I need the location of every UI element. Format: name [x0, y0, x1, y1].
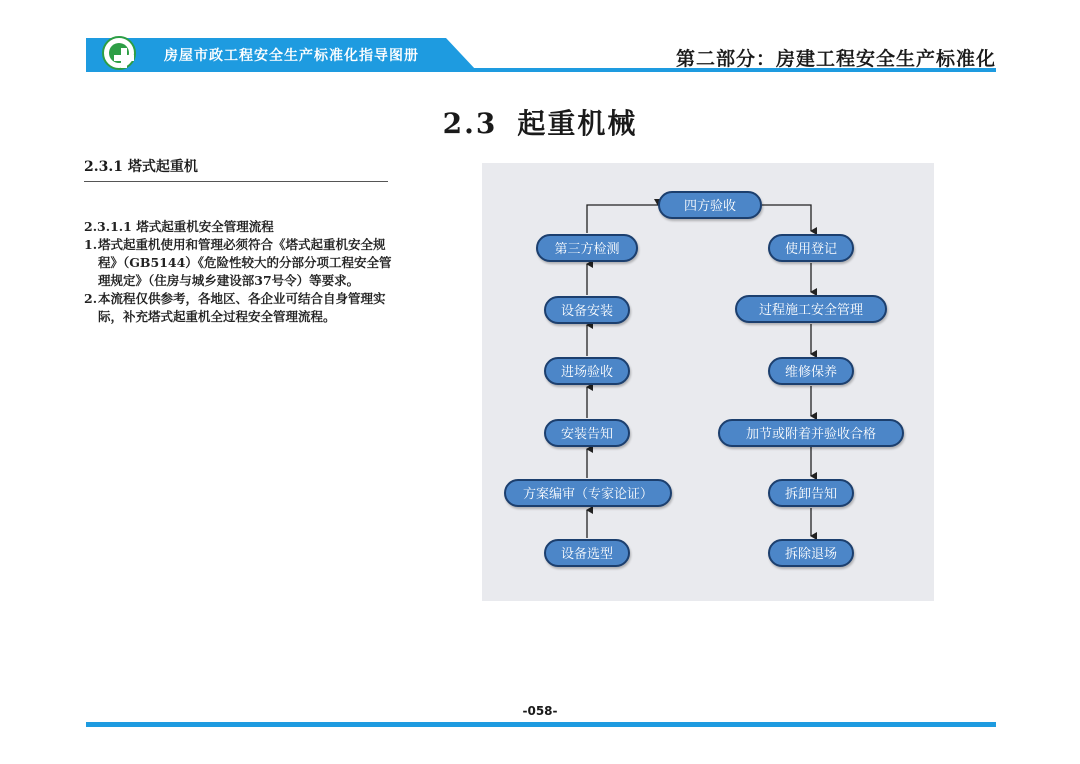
flow-node-removal-exit: 拆除退场 [768, 539, 854, 567]
page-number: -058- [522, 704, 558, 718]
flow-node-third-party-inspection: 第三方检测 [536, 234, 638, 262]
arrow-left-to-top [587, 205, 658, 233]
list-item-text: 本流程仅供参考，各地区、各企业可结合自身管理实际，补充塔式起重机全过程安全管理流程。 [98, 291, 386, 324]
arrow-top-to-right [762, 205, 811, 231]
flow-node-process-safety-management: 过程施工安全管理 [735, 295, 887, 323]
flow-node-installation-notice: 安装告知 [544, 419, 630, 447]
subsection-heading: 2.3.1 塔式起重机 [84, 159, 198, 175]
list-item-text: 塔式起重机使用和管理必须符合《塔式起重机安全规程》（GB5144）《危险性较大的分部分项工程安全管理规定》（住房与城乡建设部37号令）等要求。 [98, 237, 392, 288]
section-number: 2.3 [442, 107, 498, 140]
list-item-index: 2. [84, 291, 98, 306]
flow-node-four-party-acceptance: 四方验收 [658, 191, 762, 219]
flow-node-site-entry-acceptance: 进场验收 [544, 357, 630, 385]
section-name: 起重机械 [517, 107, 638, 140]
footer-rule [86, 722, 996, 727]
flow-node-maintenance: 维修保养 [768, 357, 854, 385]
flow-node-climbing-tie-in-acceptance: 加节或附着并验收合格 [718, 419, 904, 447]
flow-node-equipment-installation: 设备安装 [544, 296, 630, 324]
flow-node-usage-registration: 使用登记 [768, 234, 854, 262]
list-item-index: 1. [84, 237, 98, 252]
flow-node-plan-review: 方案编审（专家论证） [504, 479, 672, 507]
topic-heading: 2.3.1.1 塔式起重机安全管理流程 [84, 219, 274, 234]
flow-node-dismantling-notice: 拆卸告知 [768, 479, 854, 507]
book-title: 房屋市政工程安全生产标准化指导图册 [164, 48, 419, 64]
part-title: 第二部分：房建工程安全生产标准化 [675, 48, 996, 70]
flow-node-equipment-selection: 设备选型 [544, 539, 630, 567]
